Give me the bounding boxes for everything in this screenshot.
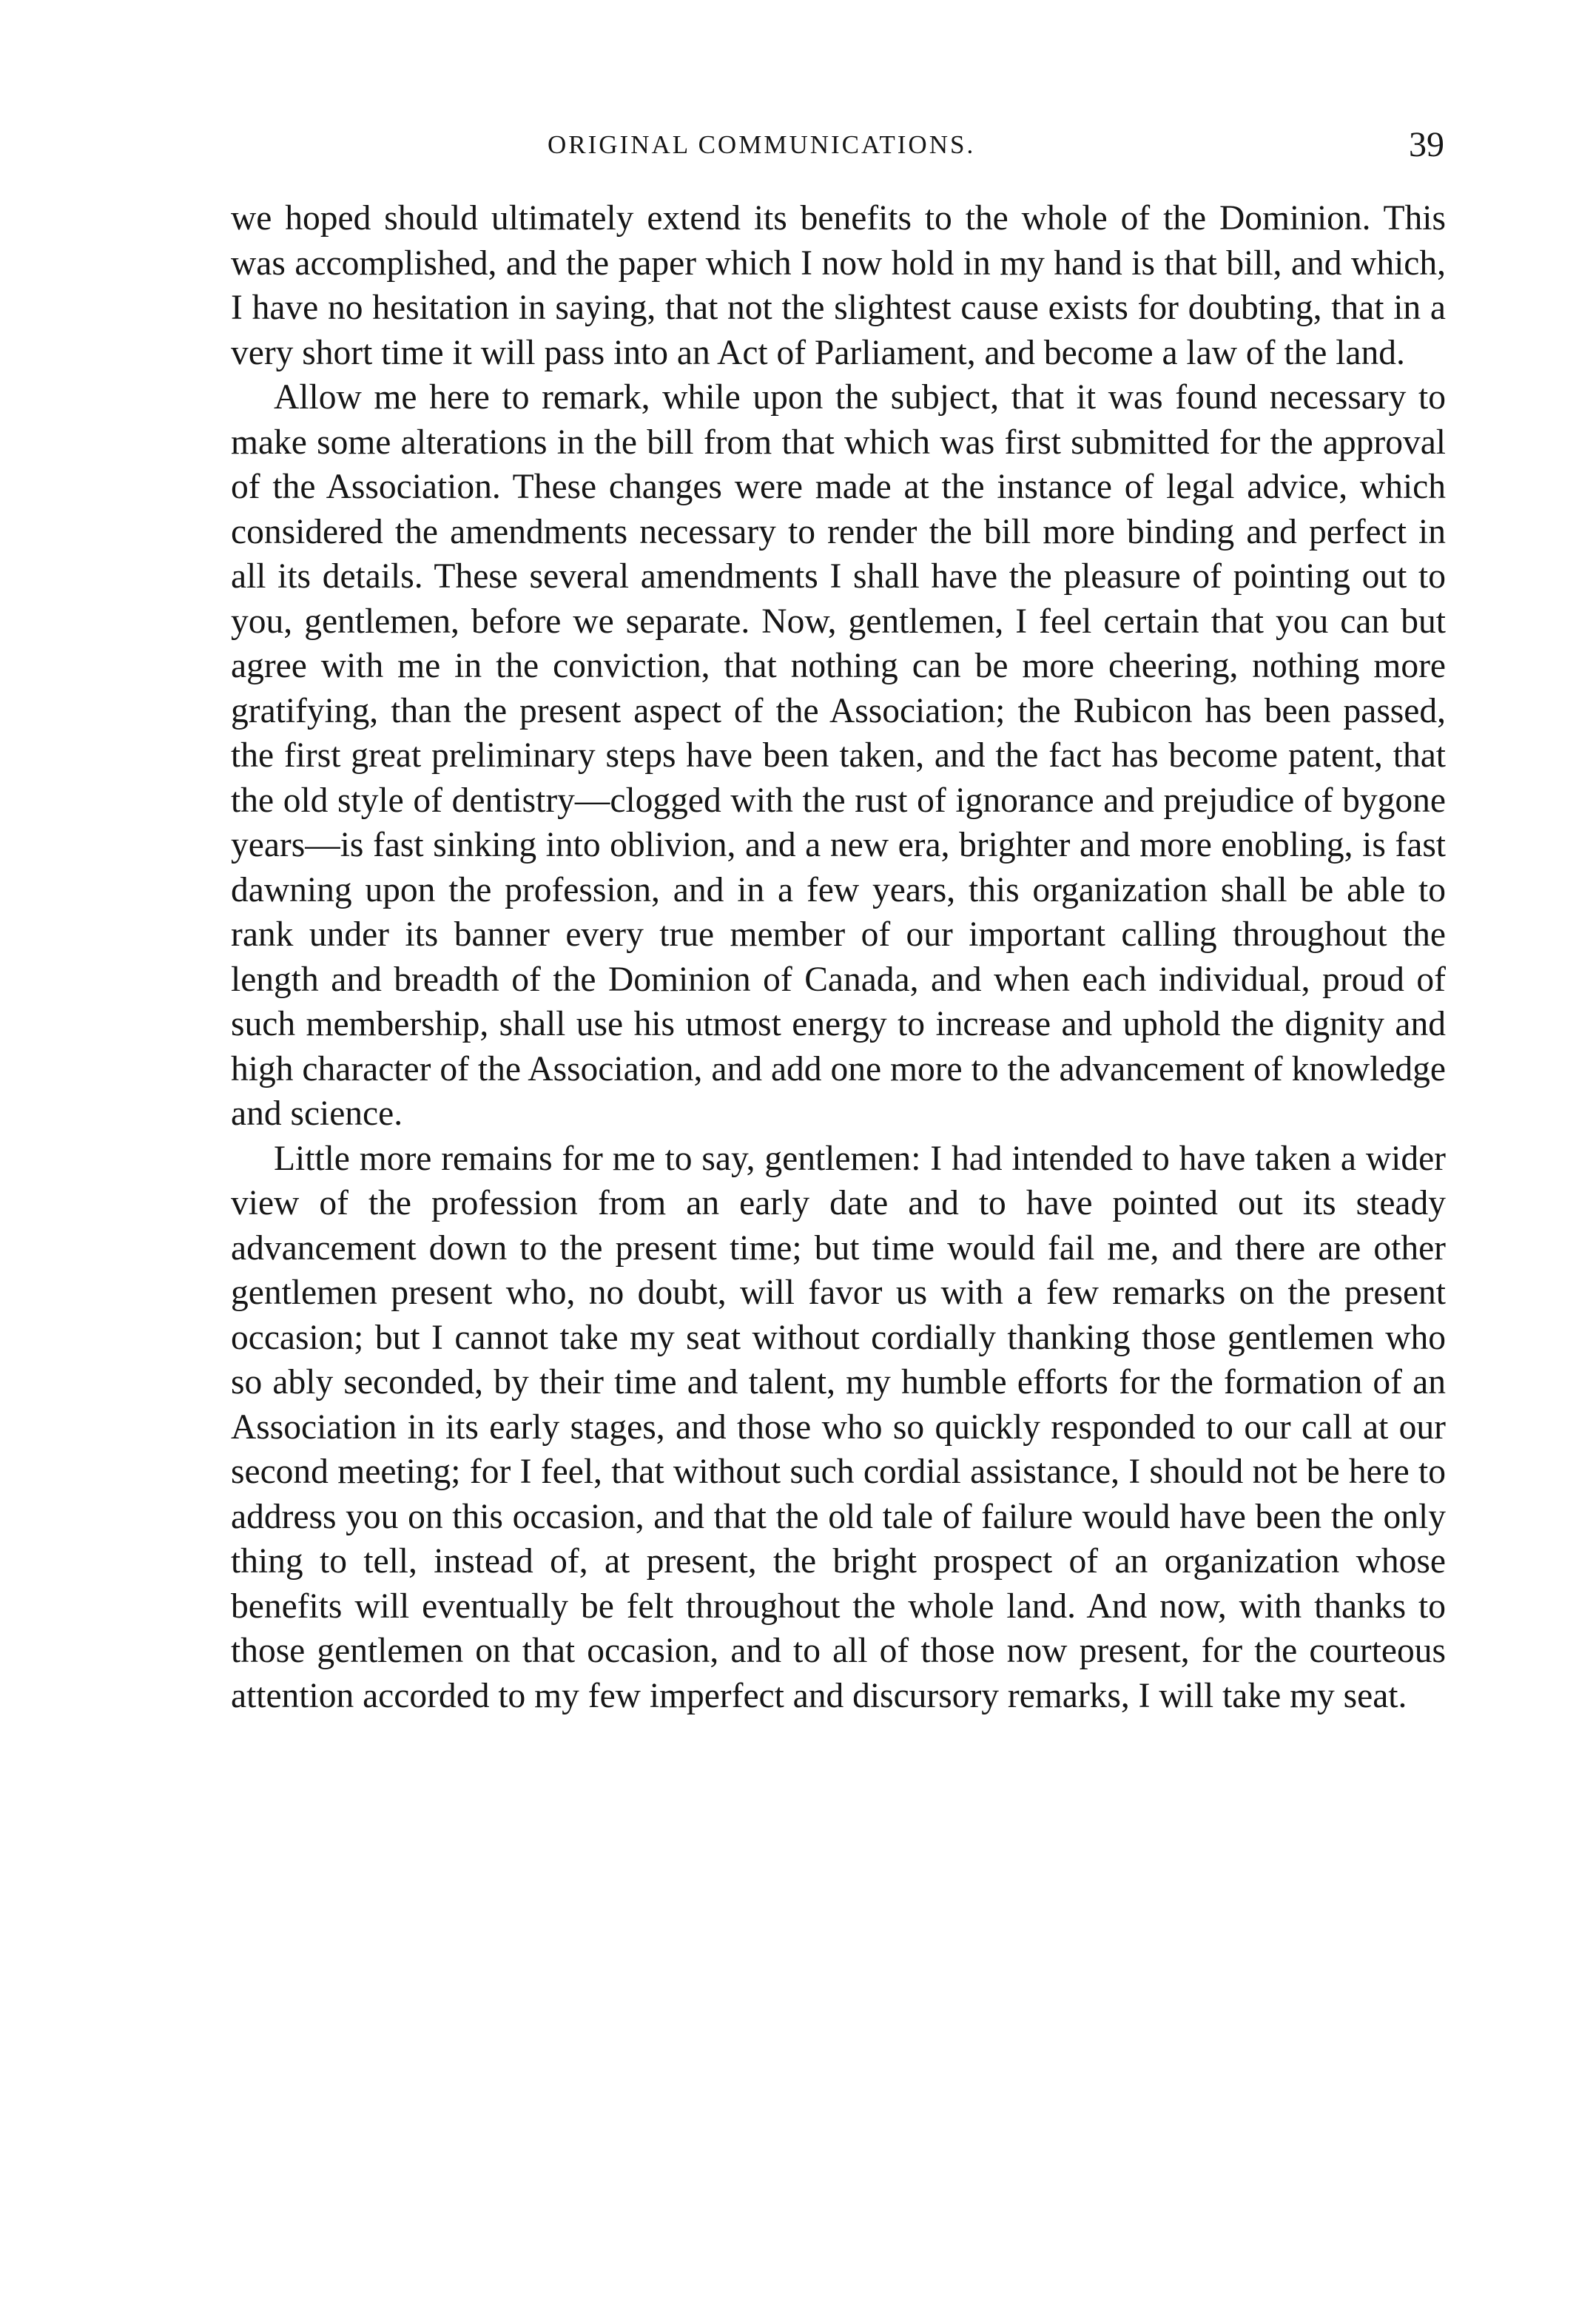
paragraph-continuation: we hoped should ultimately extend its benefits to the whole of the Dominion. This was accomplished, and the paper which I now hold in my hand is that bill, and which, I have no hesitation in saying, that not the slightest cause exists for doubting, that in a very short time it will pass into an Act of Parliament, and become a law of the land.: [231, 199, 1446, 372]
running-title: ORIGINAL COMMUNICATIONS.: [548, 130, 976, 159]
paragraph-closing-remarks: Little more remains for me to say, gentlemen: I had intended to have taken a wider view of the profession from an early date and to have pointed out its steady advancement down to the present time; but time would fail me, and there are other gentlemen present who, no doubt, will favor us with a few remarks on the present occasion; but I cannot take my seat without cordially thanking those gentlemen who so ably seconded, by their time and talent, my humble efforts for the formation of an Association in its early stages, and those who so quickly responded to our call at our second meeting; for I feel, that without such cordial assistance, I should not be here to address you on this occasion, and that the old tale of failure would have been the only thing to tell, instead of, at present, the bright prospect of an organization whose benefits will eventually be felt throughout the whole land. And now, with thanks to those gentlemen on that occasion, and to all of those now present, for the courteous attention accorded to my few imperfect and discursory remarks, I will take my seat.: [231, 1139, 1446, 1715]
body-text: [231, 196, 1446, 1718]
running-head: [229, 124, 1444, 169]
page-number: 39: [1409, 125, 1444, 164]
paragraph-amendments: Allow me here to remark, while upon the subject, that it was found necessary to make some alterations in the bill from that which was first submitted for the approval of the Association. These changes were made at the instance of legal advice, which considered the amendments necessary to render the bill more binding and perfect in all its details. These several amendments I shall have the pleasure of pointing out to you, gentlemen, before we separate. Now, gentlemen, I feel certain that you can but agree with me in the conviction, that nothing can be more cheering, nothing more gratifying, than the present aspect of the Association; the Rubicon has been passed, the first great preliminary steps have been taken, and the fact has become patent, that the old style of dentistry—clogged with the rust of ignorance and prejudice of bygone years—is fast sinking into oblivion, and a new era, brighter and more enobling, is fast dawning upon the profession, and in a few years, this organization shall be able to rank under its banner every true member of our important calling throughout the length and breadth of the Dominion of Canada, and when each individual, proud of such membership, shall use his utmost energy to increase and uphold the dignity and high character of the Association, and add one more to the advancement of knowledge and science.: [231, 378, 1446, 1133]
